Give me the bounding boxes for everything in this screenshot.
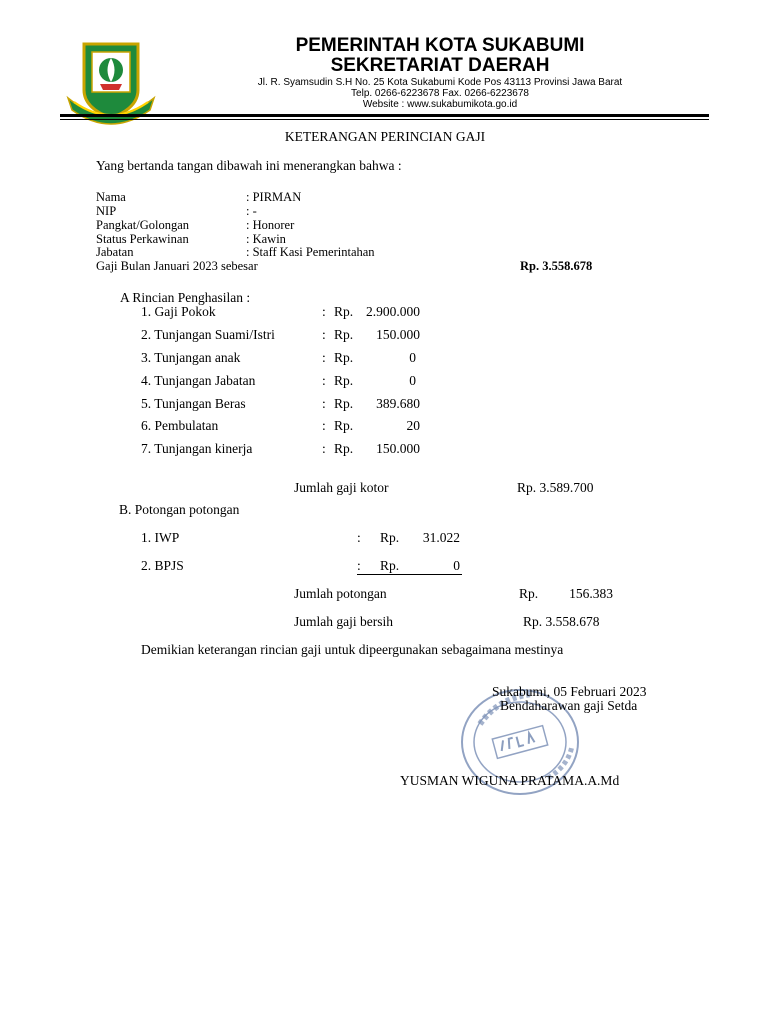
income-item-colon: : <box>322 396 326 411</box>
closing-statement: Demikian keterangan rincian gaji untuk dipeergunakan sebagaimana mestinya <box>141 642 564 657</box>
income-item-colon: : <box>322 418 326 433</box>
deduction-item-currency: Rp. <box>380 558 400 573</box>
income-item-label: 5. Tunjangan Beras <box>141 396 246 411</box>
deduction-total-currency: Rp. <box>519 586 539 601</box>
intro-text: Yang bertanda tangan dibawah ini menerangkan bahwa : <box>96 158 402 173</box>
deduction-item-label: 2. BPJS <box>141 558 184 573</box>
signature-place-date: Sukabumi, 05 Februari 2023 <box>492 684 647 699</box>
income-item-amount: 0 <box>409 350 416 365</box>
section-a-title: A Rincian Penghasilan : <box>120 290 251 305</box>
identity-label-name: Nama <box>96 190 126 204</box>
identity-value-nip: : - <box>246 204 257 218</box>
identity-value-name: : PIRMAN <box>246 190 302 204</box>
income-item-colon: : <box>322 327 326 342</box>
income-item-colon: : <box>322 304 326 319</box>
signatory-name: YUSMAN WIGUNA PRATAMA.A.Md <box>400 773 620 788</box>
income-item-label: 7. Tunjangan kinerja <box>141 441 253 456</box>
deduction-item-amount: 0 <box>453 558 460 573</box>
income-item-colon: : <box>322 350 326 365</box>
identity-value-marital: : Kawin <box>246 232 286 246</box>
income-item-currency: Rp. <box>334 418 354 433</box>
income-item-label: 6. Pembulatan <box>141 418 219 433</box>
income-item-amount: 389.680 <box>376 396 420 411</box>
deduction-item-colon: : <box>357 530 361 545</box>
section-b-title: B. Potongan potongan <box>119 502 240 517</box>
income-item-label: 1. Gaji Pokok <box>141 304 216 319</box>
signature-role: Bendaharawan gaji Setda <box>500 698 638 713</box>
header-rule-thick <box>60 114 709 117</box>
identity-label-marital: Status Perkawinan <box>96 232 189 246</box>
gross-total-label: Jumlah gaji kotor <box>294 480 389 495</box>
income-item-currency: Rp. <box>334 396 354 411</box>
header-subtitle: SEKRETARIAT DAERAH <box>330 55 550 76</box>
deduction-total-amount: 156.383 <box>569 586 613 601</box>
gross-total-amount: Rp. 3.589.700 <box>517 480 594 495</box>
income-item-currency: Rp. <box>334 304 354 319</box>
document-title: KETERANGAN PERINCIAN GAJI <box>284 129 486 144</box>
header-title: PEMERINTAH KOTA SUKABUMI <box>295 35 585 56</box>
net-total-label: Jumlah gaji bersih <box>294 614 393 629</box>
deduction-item-label: 1. IWP <box>141 530 180 545</box>
income-item-amount: 2.900.000 <box>366 304 420 319</box>
identity-value-rank: : Honorer <box>246 218 295 232</box>
income-item-currency: Rp. <box>334 441 354 456</box>
income-item-amount: 0 <box>409 373 416 388</box>
income-item-amount: 150.000 <box>376 327 420 342</box>
income-item-currency: Rp. <box>334 350 354 365</box>
header-phone: Telp. 0266-6223678 Fax. 0266-6223678 <box>351 88 529 99</box>
identity-value-position: : Staff Kasi Pemerintahan <box>246 245 375 259</box>
income-item-amount: 20 <box>406 418 420 433</box>
income-item-currency: Rp. <box>334 373 354 388</box>
header-address: Jl. R. Syamsudin S.H No. 25 Kota Sukabumi Kode Pos 43113 Provinsi Jawa Barat <box>257 77 623 88</box>
deduction-total-label: Jumlah potongan <box>294 586 387 601</box>
deduction-item-amount: 31.022 <box>422 530 460 545</box>
income-item-currency: Rp. <box>334 327 354 342</box>
income-item-label: 4. Tunjangan Jabatan <box>141 373 256 388</box>
income-item-label: 3. Tunjangan anak <box>141 350 241 365</box>
income-item-colon: : <box>322 373 326 388</box>
deduction-item-currency: Rp. <box>380 530 400 545</box>
income-item-amount: 150.000 <box>376 441 420 456</box>
net-total-amount: Rp. 3.558.678 <box>523 614 600 629</box>
identity-label-nip: NIP <box>96 204 117 218</box>
header-rule-thin <box>60 119 709 120</box>
identity-label-rank: Pangkat/Golongan <box>96 218 190 232</box>
deduction-item-colon: : <box>357 558 361 573</box>
header-website: Website : www.sukabumikota.go.id <box>362 99 518 110</box>
identity-label-position: Jabatan <box>96 245 134 259</box>
income-item-colon: : <box>322 441 326 456</box>
income-item-label: 2. Tunjangan Suami/Istri <box>141 327 275 342</box>
salary-line-amount: Rp. 3.558.678 <box>520 259 593 273</box>
salary-line-label: Gaji Bulan Januari 2023 sebesar <box>96 259 258 273</box>
